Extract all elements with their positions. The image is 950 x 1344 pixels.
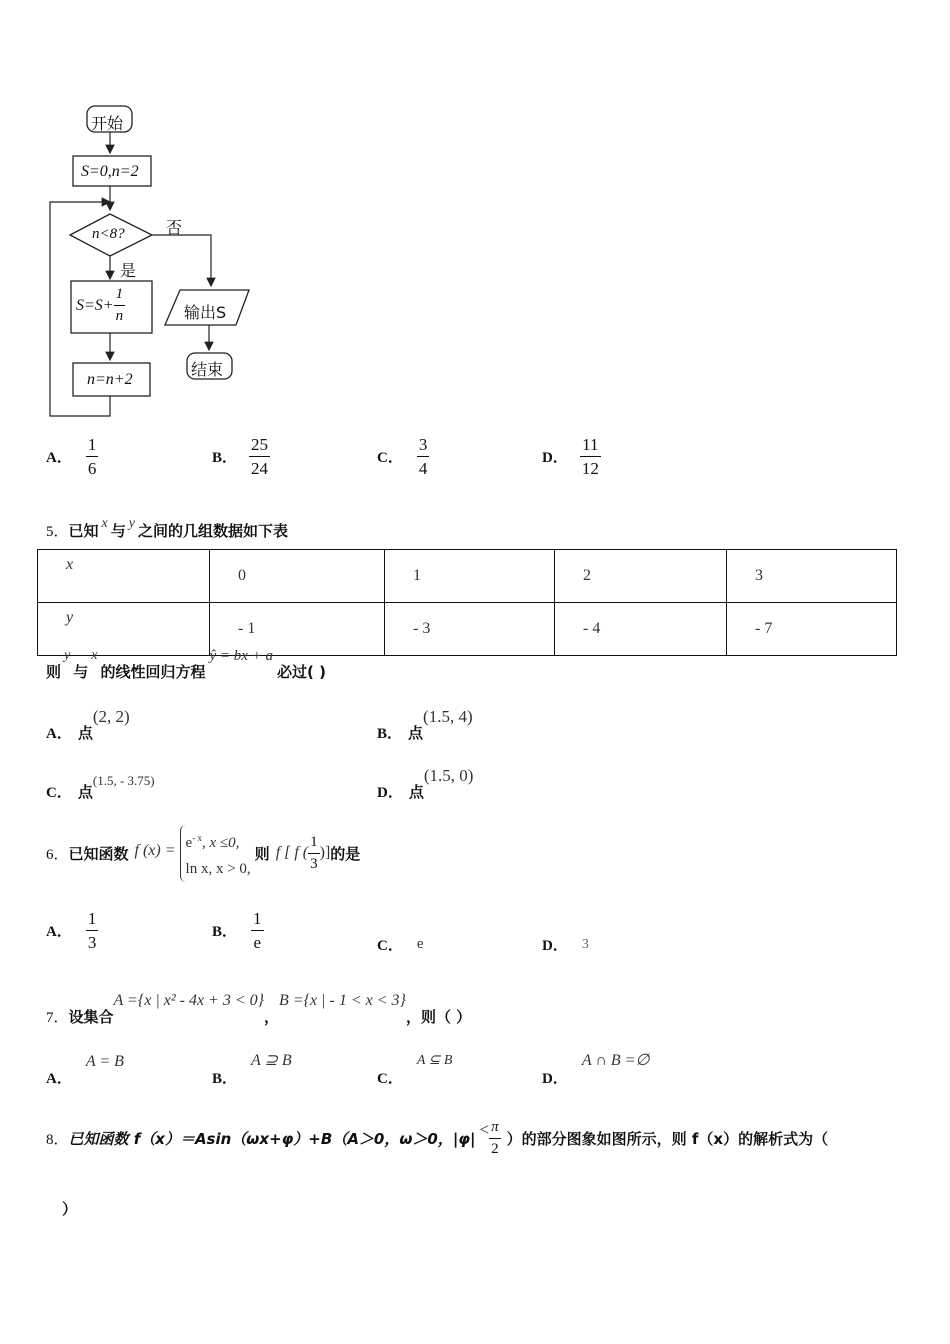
option-fraction xyxy=(417,436,430,477)
q7-option-d[interactable] xyxy=(542,1050,649,1088)
flowchart-start-label: 开始 xyxy=(91,114,124,133)
option-label: B． xyxy=(212,924,238,940)
table-cell: - 7 xyxy=(727,603,897,656)
q8-close-paren: ） xyxy=(62,1200,78,1218)
frac-den: 24 xyxy=(251,459,269,478)
option-word: 点 xyxy=(77,783,93,801)
q5-stem-a: 已知 xyxy=(68,522,99,540)
q7-set-a: A ={x | x² - 4x + 3 < 0} xyxy=(113,992,265,1009)
q5-after-x: x xyxy=(91,648,98,663)
q8-stem-text: 已知函数 f（x）＝Asin（ωx+φ）+B（A＞0，ω＞0，|φ| xyxy=(68,1129,476,1148)
table-cell: 2 xyxy=(555,550,727,603)
q6-stem-text: 已知函数 xyxy=(68,844,129,863)
q7-set-b: B ={x | - 1 < x < 3} xyxy=(279,992,406,1009)
option-label: A． xyxy=(46,924,72,940)
q5-var-y: y xyxy=(128,516,135,531)
option-label: D． xyxy=(542,938,568,954)
option-label: A． xyxy=(46,450,72,466)
flowchart-loop-body xyxy=(76,287,125,324)
q5-var-x: x xyxy=(101,516,108,531)
option-fraction xyxy=(580,436,601,477)
option-point: (1.5, 0) xyxy=(423,766,474,785)
q8-tail: ）的部分图象如图所示，则 f（x）的解析式为（ xyxy=(506,1129,829,1148)
option-fraction xyxy=(86,910,99,951)
frac-den: 6 xyxy=(87,459,97,478)
q6-composite-a: f [ f ( xyxy=(275,844,309,861)
table-cell: - 1 xyxy=(210,603,385,656)
q8-stem xyxy=(46,1114,828,1162)
q6-option-d[interactable] xyxy=(542,934,589,955)
q7-option-c[interactable] xyxy=(377,1052,452,1088)
option-label: A． xyxy=(46,1071,72,1087)
option-value: A ⊇ B xyxy=(251,1052,292,1069)
q5-stem-b: 与 xyxy=(110,522,126,540)
option-label: C． xyxy=(377,1071,403,1087)
loop-body-num: 1 xyxy=(114,287,126,306)
q5-option-a[interactable] xyxy=(46,707,130,743)
question-number: 7． xyxy=(46,1010,69,1026)
option-label: C． xyxy=(377,450,403,466)
q4-option-a[interactable] xyxy=(46,436,98,477)
option-point: (1.5, - 3.75) xyxy=(92,773,155,788)
flowchart-end-label: 结束 xyxy=(191,360,224,379)
q6-case1-base: e xyxy=(185,834,193,851)
q6-piecewise xyxy=(180,825,251,882)
frac-den: 3 xyxy=(87,933,97,952)
q6-stem xyxy=(46,825,360,881)
frac-num: 1 xyxy=(308,835,320,854)
q7-stem-text: 设集合 xyxy=(68,1008,114,1026)
question-number: 8． xyxy=(46,1131,69,1148)
option-point: (2, 2) xyxy=(92,707,130,726)
q4-option-b[interactable] xyxy=(212,436,270,477)
option-point: (1.5, 4) xyxy=(423,707,473,726)
flowchart-condition-label: n<8? xyxy=(92,226,125,242)
q6-case2: ln x, x > 0, xyxy=(185,860,251,877)
q5-after-b: 与 xyxy=(73,663,89,681)
q5-after-a: 则 xyxy=(46,663,62,681)
q6-fx: f (x) = xyxy=(134,842,176,859)
frac-num: 25 xyxy=(249,436,270,457)
q8-fraction xyxy=(489,1120,501,1157)
frac-num: 3 xyxy=(417,436,430,457)
table-cell: 3 xyxy=(727,550,897,603)
frac-num: 1 xyxy=(86,436,99,457)
q5-stem-c: 之间的几组数据如下表 xyxy=(137,522,288,540)
table-cell: y xyxy=(38,603,210,656)
flowchart-no-label: 否 xyxy=(166,218,183,237)
q7-comma: ， xyxy=(264,1008,280,1026)
q4-option-d[interactable] xyxy=(542,436,601,477)
question-number: 5． xyxy=(46,524,69,540)
q6-composite-b: )] xyxy=(319,844,331,861)
q6-case1-exp: - x xyxy=(192,832,202,843)
question-number: 6． xyxy=(46,846,69,863)
option-fraction xyxy=(251,910,264,951)
option-word: 点 xyxy=(408,724,424,742)
q5-stem xyxy=(46,516,288,541)
frac-num: 1 xyxy=(251,910,264,931)
q6-option-a[interactable] xyxy=(46,910,98,951)
flowchart-diagram xyxy=(0,90,300,430)
q7-option-a[interactable] xyxy=(46,1053,124,1088)
flowchart-init-label: S=0,n=2 xyxy=(81,163,139,180)
q6-composite-frac xyxy=(308,835,320,872)
q6-then: 则 xyxy=(254,844,270,863)
q5-data-table xyxy=(37,549,897,656)
no-branch-line xyxy=(152,235,211,286)
frac-den: 4 xyxy=(418,459,428,478)
option-value: e xyxy=(416,936,424,952)
q5-after-table xyxy=(46,648,326,682)
q6-case1-cond: , x ≤0, xyxy=(201,834,240,851)
option-label: B． xyxy=(212,1071,238,1087)
option-word: 点 xyxy=(408,783,424,801)
q5-equation: ŷ = bx + a xyxy=(209,648,274,664)
option-value: A ∩ B =∅ xyxy=(581,1052,650,1069)
table-cell: x xyxy=(38,550,210,603)
frac-den: e xyxy=(253,933,262,952)
loop-body-lhs: S=S+ xyxy=(76,296,114,314)
table-cell: 1 xyxy=(385,550,555,603)
frac-den: 12 xyxy=(581,459,599,478)
loop-body-den: n xyxy=(115,308,124,324)
table-cell: - 4 xyxy=(555,603,727,656)
q6-case1 xyxy=(186,825,251,856)
q6-option-c[interactable] xyxy=(377,934,424,955)
q8-lt: < xyxy=(479,1120,490,1139)
option-label: C． xyxy=(46,785,72,801)
flowchart-yes-label: 是 xyxy=(120,261,137,280)
option-label: B． xyxy=(377,726,403,742)
option-word: 点 xyxy=(77,724,93,742)
loop-body-fraction xyxy=(114,287,126,324)
q7-option-b[interactable] xyxy=(212,1050,292,1088)
q5-option-b[interactable] xyxy=(377,707,473,743)
frac-num: π xyxy=(489,1120,501,1139)
option-label: C． xyxy=(377,938,403,954)
flowchart-increment-label: n=n+2 xyxy=(87,371,133,388)
option-fraction xyxy=(249,436,270,477)
q4-option-c[interactable] xyxy=(377,436,429,477)
frac-num: 11 xyxy=(580,436,600,457)
q5-after-c: 的线性回归方程 xyxy=(100,663,206,681)
q7-tail: ，则（ ） xyxy=(405,1008,472,1026)
option-value: A = B xyxy=(85,1053,124,1070)
frac-den: 2 xyxy=(491,1140,499,1157)
option-value: 3 xyxy=(581,936,589,952)
q5-option-d[interactable] xyxy=(377,766,473,802)
table-row xyxy=(38,550,897,603)
option-label: D． xyxy=(542,450,568,466)
q6-tail: 的是 xyxy=(330,844,361,863)
q6-option-b[interactable] xyxy=(212,910,264,951)
option-label: D． xyxy=(377,785,403,801)
q5-after-y: y xyxy=(64,648,71,663)
table-cell: 0 xyxy=(210,550,385,603)
table-cell: - 3 xyxy=(385,603,555,656)
frac-num: 1 xyxy=(86,910,99,931)
q5-option-c[interactable] xyxy=(46,773,155,802)
q7-stem xyxy=(46,992,471,1027)
frac-den: 3 xyxy=(310,855,318,872)
flowchart-output-label: 输出S xyxy=(184,303,227,322)
option-value: A ⊆ B xyxy=(416,1053,453,1068)
q5-after-d: 必过( ) xyxy=(277,663,326,681)
option-label: A． xyxy=(46,726,72,742)
option-label: B． xyxy=(212,450,238,466)
option-fraction xyxy=(86,436,99,477)
option-label: D． xyxy=(542,1071,568,1087)
